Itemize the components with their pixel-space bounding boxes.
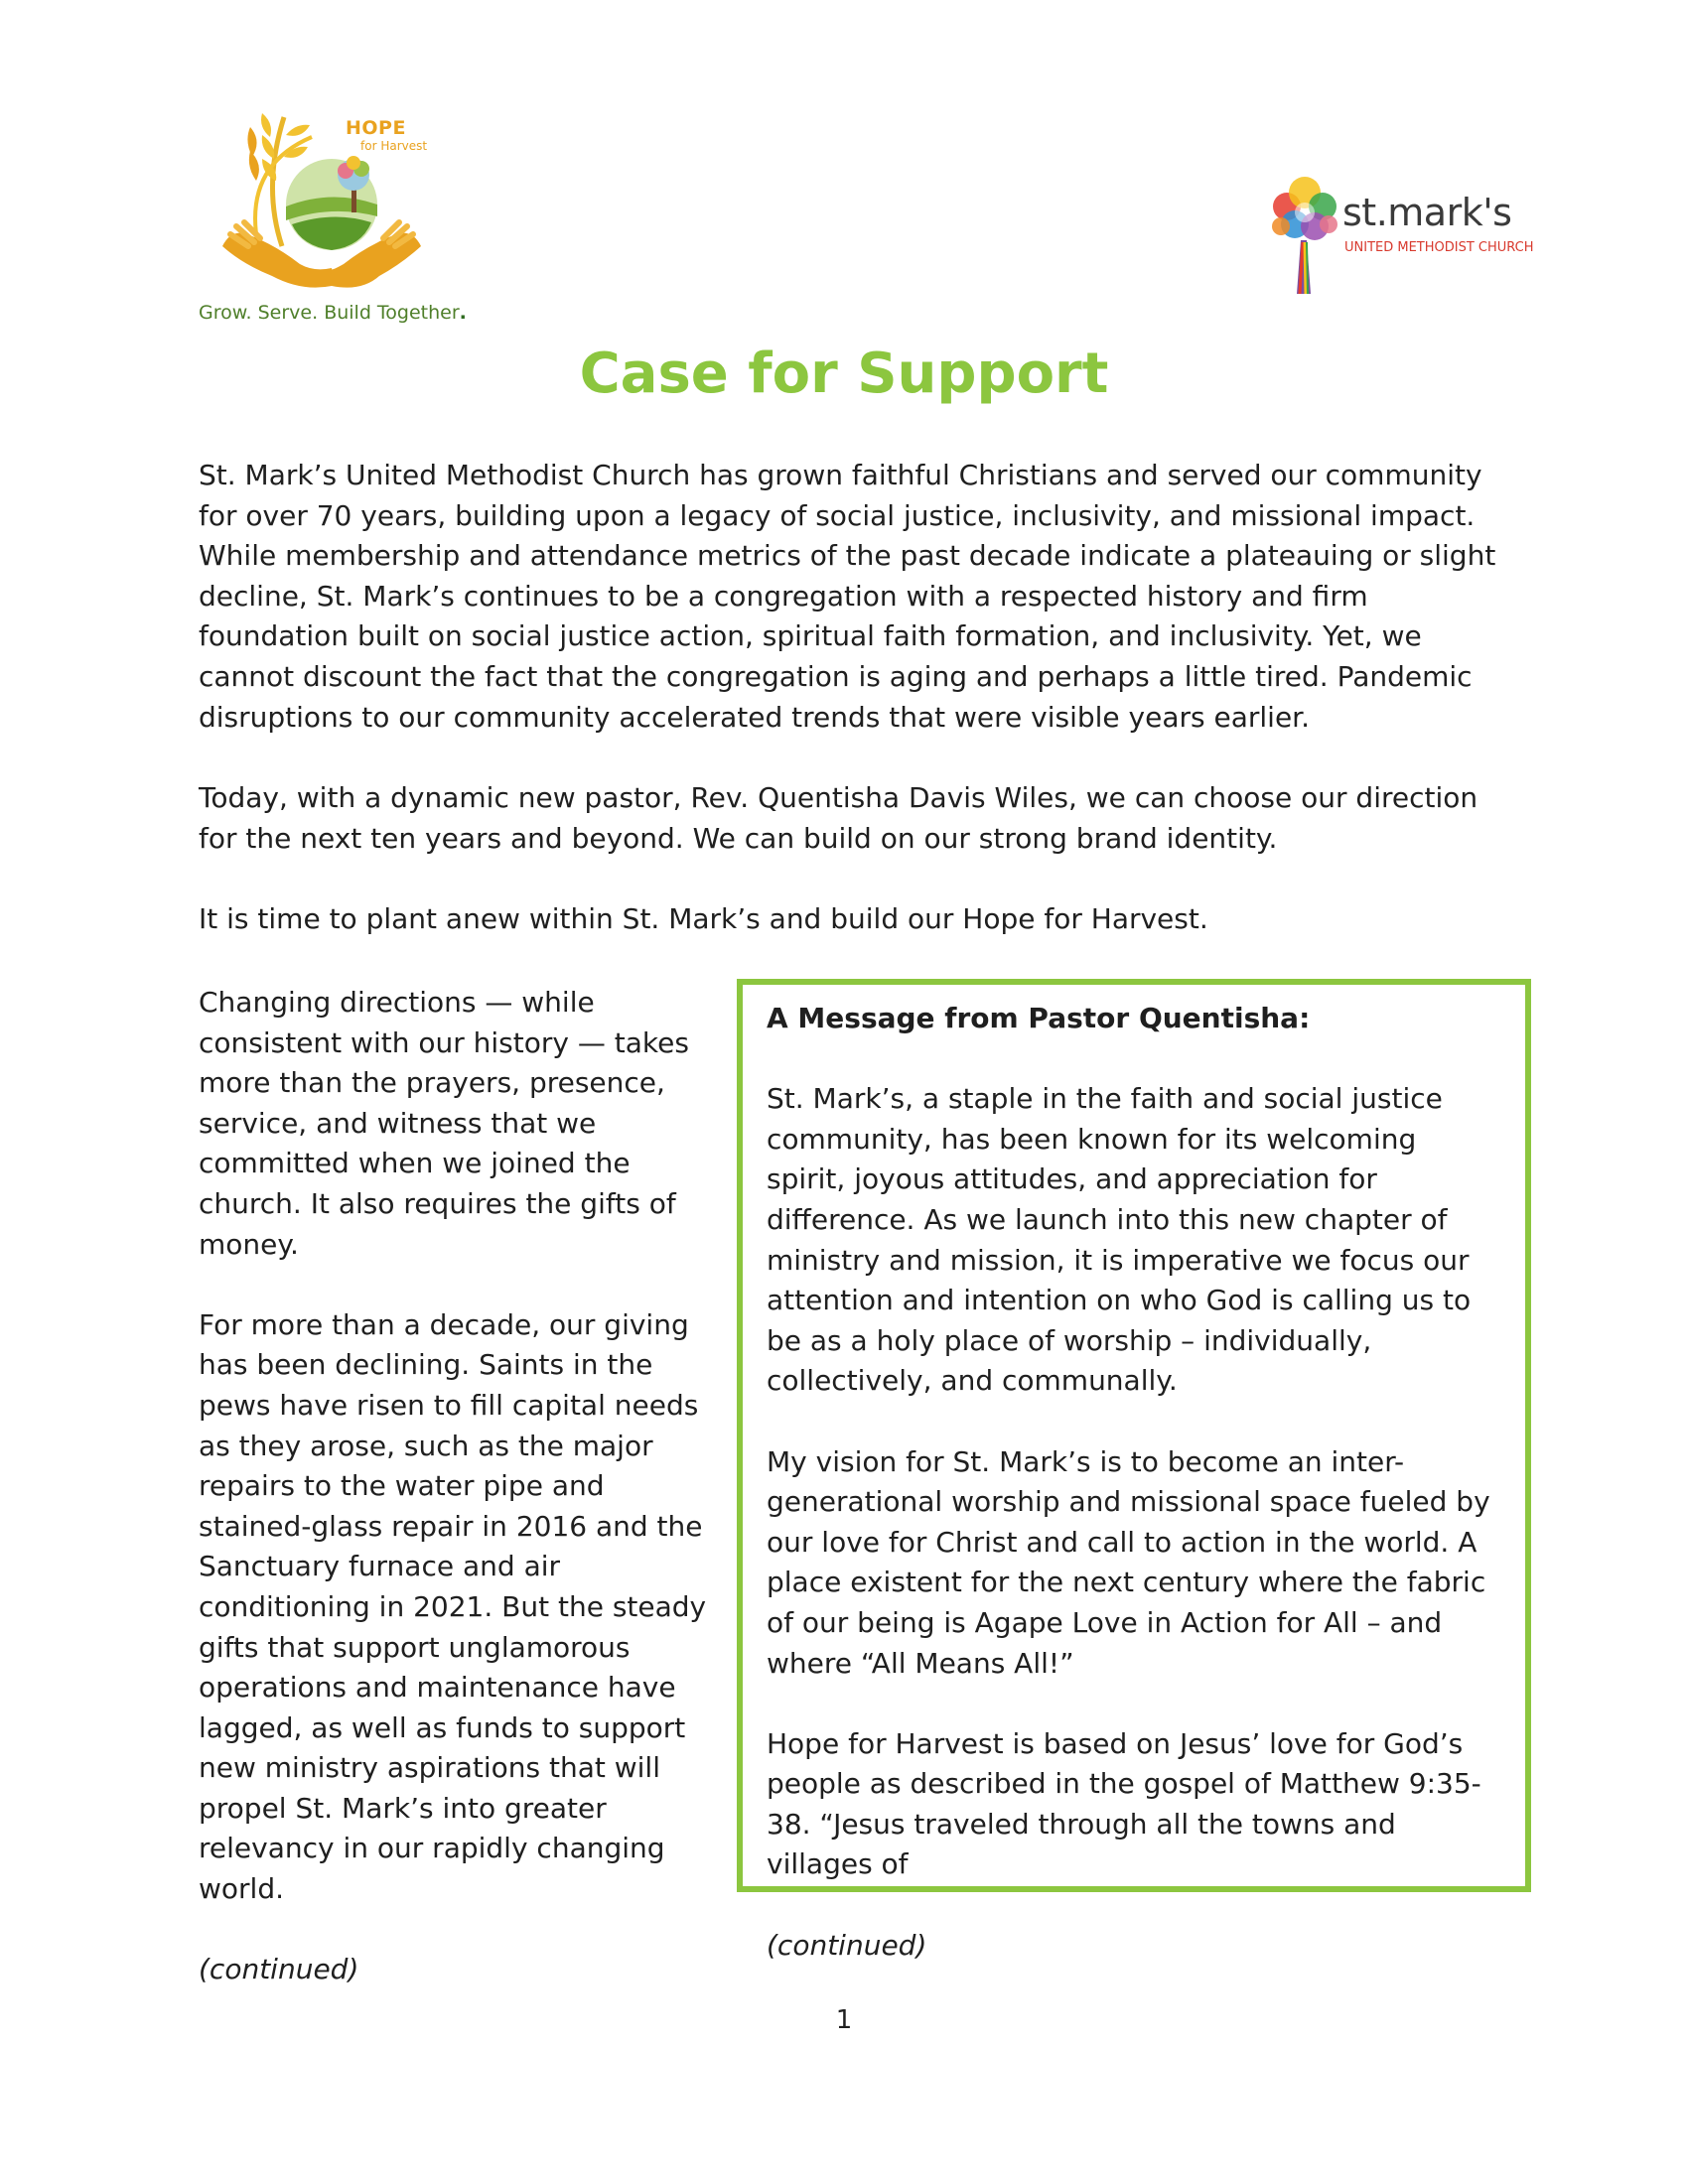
left-paragraph-1: Changing directions — while consistent with our history — takes more than the prayers, presence, service, and witness that we committed when we joined the church. It also requires the gifts of money.: [199, 986, 689, 1261]
hope-for-harvest-logo: [199, 97, 477, 336]
pastor-message-box: [737, 979, 1531, 1962]
intro-paragraph-2: Today, with a dynamic new pastor, Rev. Quentisha Davis Wiles, we can choose our direction for the next ten years and beyond. We can build on our strong brand identity.: [199, 781, 1478, 855]
st-marks-logo-name: st.mark's: [1342, 191, 1512, 234]
hope-logo-tagline: [199, 302, 467, 324]
left-column: [199, 983, 725, 2030]
pastor-message-paragraph-2: My vision for St. Mark’s is to become an inter-generational worship and missional space fueled by our love for Christ and call to action in the world. A place existent for the next century where the fabric of our being is Agape Love in Action for All – and where “All Means All!”: [767, 1444, 1490, 1680]
pastor-message-continued-note: (continued): [767, 1928, 927, 1962]
pastor-message-heading: A Message from Pastor Quentisha:: [767, 1002, 1311, 1034]
hope-logo-word: HOPE: [346, 117, 406, 139]
hope-tagline-dot: .: [459, 302, 467, 324]
st-marks-logo: [1267, 171, 1545, 300]
st-marks-logo-subtitle: UNITED METHODIST CHURCH: [1344, 240, 1534, 255]
intro-paragraph-3: It is time to plant anew within St. Mark’s and build our Hope for Harvest.: [199, 902, 1208, 935]
hope-tagline-text: Grow. Serve. Build Together: [199, 302, 460, 324]
intro-paragraph-1: St. Mark’s United Methodist Church has grown faithful Christians and served our community for over 70 years, building upon a legacy of social justice, inclusivity, and missional impact. While membership and attendance metrics of the past decade indicate a plateauing or slight decline, St. Mark’s continues to be a congregation with a respected history and firm foundation built on social justice action, spiritual faith formation, and inclusivity. Yet, we cannot discount the fact that the congregation is aging and perhaps a little tired. Pandemic disruptions to our community accelerated trends that were visible years earlier.: [199, 459, 1496, 734]
pastor-message-paragraph-3: Hope for Harvest is based on Jesus’ love for God’s people as described in the gospel of Matthew 9:35-38. “Jesus traveled through all the towns and villages of: [767, 1726, 1481, 1881]
left-continued-note: (continued): [199, 1953, 359, 1986]
page-number: 1: [835, 2005, 853, 2035]
left-paragraph-2: For more than a decade, our giving has been declining. Saints in the pews have risen to fill capital needs as they arose, such as the major repairs to the water pipe and stained-glass repair in 2016 and the Sanctuary furnace and air conditioning in 2021. But the steady gifts that support unglamorous operations and maintenance have lagged, as well as funds to support new ministry aspirations that will propel St. Mark’s into greater relevancy in our rapidly changing world.: [199, 1307, 707, 1906]
page-title: Case for Support: [579, 341, 1109, 406]
hope-logo-subtitle: for Harvest: [360, 139, 428, 153]
pastor-message-paragraph-1: St. Mark’s, a staple in the faith and social justice community, has been known for its welcoming spirit, joyous attitudes, and appreciation for difference. As we launch into this new chapter of ministry and mission, it is imperative we focus our attention and intention on who God is calling us to be as a holy place of worship – individually, collectively, and communally.: [767, 1082, 1472, 1398]
rainbow-tree-icon: [1267, 171, 1340, 294]
